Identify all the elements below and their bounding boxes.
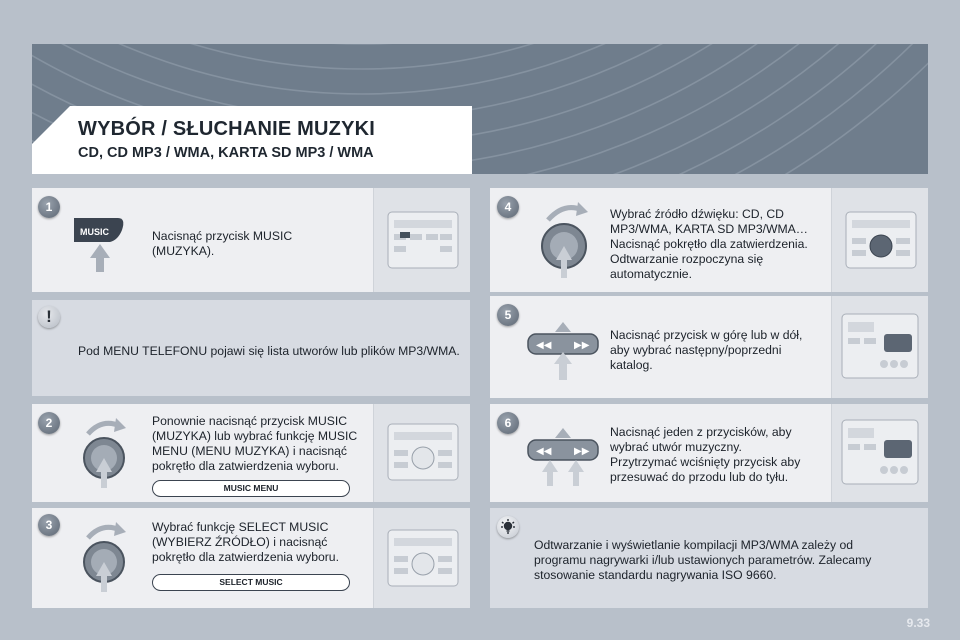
step-5-badge: 5 — [497, 304, 519, 326]
step-6-text: Nacisnąć jeden z przycisków, aby wybrać utwór muzyczny. Przytrzymać wciśnięty przycisk aby przesuwać do przodu lub do tyłu. — [610, 425, 801, 484]
radio-unit-icon — [374, 404, 470, 502]
warning-text: Pod MENU TELEFONU pojawi się lista utworów lub plików MP3/WMA. — [78, 344, 460, 358]
svg-text:◀◀: ◀◀ — [536, 340, 552, 351]
step-5-text: Nacisnąć przycisk w górę lub w dół, aby wybrać następny/poprzedni katalog. — [610, 328, 803, 372]
radio-photo — [831, 404, 928, 502]
navigation-pad-icon[interactable] — [522, 424, 604, 490]
radio-photo — [373, 188, 470, 292]
step-4-text: Wybrać źródło dźwięku: CD, CD MP3/WMA, KARTA SD MP3/WMA… Nacisnąć pokrętło dla zatwierdzenia. Odtwarzanie rozpoczyna się automatycznie. — [610, 207, 808, 281]
select-music-pill: SELECT MUSIC — [152, 574, 350, 591]
step-1-badge: 1 — [38, 196, 60, 218]
step-6-badge: 6 — [497, 412, 519, 434]
step-2-text: Ponownie nacisnąć przycisk MUSIC (MUZYKA) lub wybrać funkcję MUSIC MENU (MENU MUZYKA) i nacisnąć pokrętło dla zatwierdzenia wyboru. — [152, 414, 358, 473]
warning-icon: ! — [38, 306, 60, 328]
radio-photo — [831, 296, 928, 398]
rotary-knob-icon[interactable] — [534, 196, 598, 280]
step-3-text: Wybrać funkcję SELECT MUSIC (WYBIERZ ŹRÓDŁO) i nacisnąć pokrętło dla zatwierdzenia wyboru. — [152, 520, 339, 564]
radio-unit-icon — [374, 188, 470, 292]
step-1-text: Nacisnąć przycisk MUSIC (MUZYKA). — [152, 229, 293, 258]
svg-text:▶▶: ▶▶ — [574, 340, 590, 351]
radio-photo — [373, 404, 470, 502]
tip-text: Odtwarzanie i wyświetlanie kompilacji MP3/WMA zależy od programu nagrywarki i/lub ustawionych parametrów. Zalecamy stosowanie standardu nagrywania ISO 9660. — [534, 538, 872, 582]
radio-unit-icon — [832, 188, 928, 292]
radio-unit-icon — [832, 404, 928, 502]
radio-photo — [373, 508, 470, 608]
tip-badge — [497, 516, 519, 538]
svg-text:◀◀: ◀◀ — [536, 446, 552, 457]
step-3-badge: 3 — [38, 514, 60, 536]
radio-unit-icon — [832, 296, 928, 398]
music-menu-pill: MUSIC MENU — [152, 480, 350, 497]
radio-photo — [831, 188, 928, 292]
radio-unit-icon — [374, 508, 470, 608]
page-subtitle: CD, CD MP3 / WMA, KARTA SD MP3 / WMA — [78, 145, 374, 161]
rotary-knob-icon[interactable] — [74, 516, 134, 596]
page-number: 9.33 — [906, 616, 930, 630]
step-2-badge: 2 — [38, 412, 60, 434]
navigation-pad-icon[interactable] — [522, 318, 604, 384]
music-button-label: MUSIC — [80, 227, 109, 237]
page-title: WYBÓR / SŁUCHANIE MUZYKI — [78, 118, 376, 140]
lightbulb-icon — [497, 516, 519, 538]
step-4-badge: 4 — [497, 196, 519, 218]
svg-text:▶▶: ▶▶ — [574, 446, 590, 457]
music-button-icon[interactable] — [70, 208, 130, 278]
rotary-knob-icon[interactable] — [74, 412, 134, 492]
